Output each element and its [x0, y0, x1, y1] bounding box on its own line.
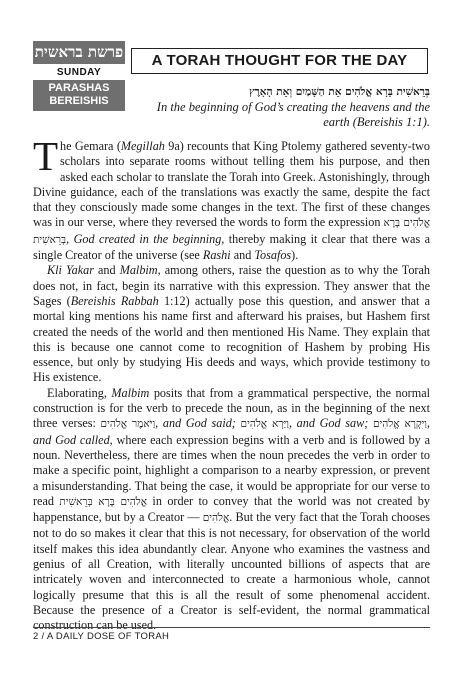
page-title: A TORAH THOUGHT FOR THE DAY	[131, 48, 428, 74]
hebrew-phrase: וַיִּקְרָא אֱלֹהִים	[372, 418, 427, 431]
verse-english: In the beginning of God’s creating the heavens and the earth (Bereishis 1:1).	[156, 100, 430, 129]
parsha-sidebar	[33, 41, 125, 111]
footer-divider	[33, 627, 430, 628]
hebrew-phrase: אֱלֹהִים בָּרָא בְּרֵאשִׁית	[33, 217, 430, 246]
paragraph-2: Kli Yakar and Malbim, among others, raise the question as to why the Torah does not, in fact, begin its narrative with this expression. They answer that the Sages (Bereishis Rabbah 1:12) actually pose this question, and answer that a mortal king mentions his name first and afterward his praises, but Hashem first created the needs of the world and then mentioned His Name. They explain that this is because one cannot come to recognition of Hashem by probing His essence, but only by studying His deeds and ways, which provide testimony to His existence.	[33, 263, 430, 385]
hebrew-phrase: וַיַּרְא אֱלֹהִים	[240, 418, 289, 431]
drop-cap: T	[33, 133, 59, 179]
article-body	[33, 133, 431, 634]
day-label: SUNDAY	[56, 67, 102, 78]
hebrew-phrase: אֱלֹהִים בָּרָא בְּרֵאשִׁית	[59, 495, 148, 508]
hebrew-phrase: אֱלֹהִים	[202, 512, 230, 525]
verse-block	[140, 85, 430, 130]
paragraph-3: Elaborating, Malbim posits that from a grammatical perspective, the normal construction is for the verb to precede the noun, as in the beginning of the next three verses: וַיֹּאמֶר אֱלֹהִים, and God said; וַיַּרְא אֱלֹהִים, and God saw; וַיִּקְרָא אֱלֹהִים, and God called, where each expression begins with a verb and is followed by a noun. Nevertheless, there are times when the noun precedes the verb in order to make a specific point, highlight a comparison to a nearby expression, or prevent a misunderstanding. That being the case, it would be appropriate for our verse to read אֱלֹהִים בָּרָא בְּרֵאשִׁית in order to convey that the world was not created by happenstance, but by a Creator — אֱלֹהִים. But the very fact that the Torah chooses not to do so makes it clear that this is not necessary, for observation of the world itself makes this idea abundantly clear. Anyone who examines the vastness and genius of all Creation, with literally uncounted billions of aspects that are intricately woven and interconnected to create a harmonious whole, cannot logically presume that this is all the result of some phenomenal accident. Because the presence of a Creator is self-evident, the normal grammatical construction can be used.	[33, 385, 431, 633]
parsha-english-label: PARASHAS BEREISHIS	[33, 80, 125, 111]
page-footer: 2 / A DAILY DOSE OF TORAH	[33, 631, 170, 642]
parsha-hebrew-label: פרשת בראשית	[33, 41, 125, 64]
hebrew-phrase: וַיֹּאמֶר אֱלֹהִים	[100, 418, 156, 431]
verse-hebrew: בְּרֵאשִׁית בָּרָא אֱלֹהִים אֵת הַשָּׁמַיִם וְאֵת הָאָרֶץ	[249, 86, 430, 98]
paragraph-1: The Gemara (Megillah 9a) recounts that King Ptolemy gathered seventy-two scholars into separate rooms without telling them his purpose, and then asked each scholar to translate the Torah into Greek. Astonishingly, through Divine guidance, each of the translations was exactly the same, despite the fact that they consciously made some changes in the text. The first of these changes was in our verse, where they reversed the words to form the expression אֱלֹהִים בָּרָא בְּרֵאשִׁית, God created in the beginning, thereby making it clear that there was a single Creator of the universe (see Rashi and Tosafos).	[33, 133, 430, 263]
